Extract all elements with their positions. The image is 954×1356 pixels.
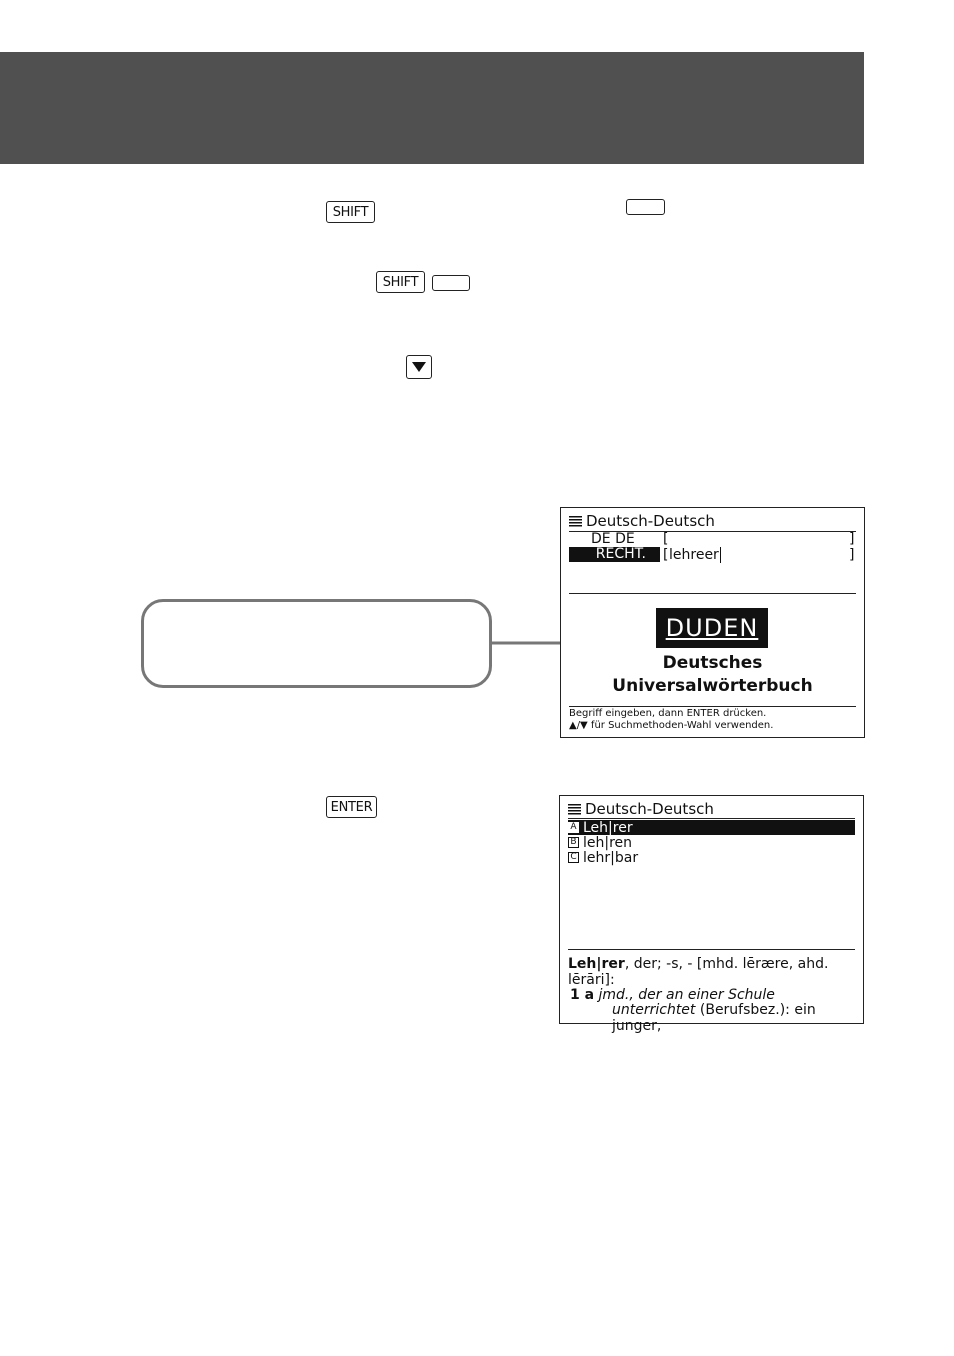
brand-line-1: Deutsches [662,653,763,673]
shift-key-2: SHIFT [376,271,425,293]
header-band [0,52,864,164]
list-item[interactable] [568,850,855,865]
enter-key: ENTER [326,796,377,818]
entry-line-2: lērāri]: [568,972,615,988]
hint-line-2: ▲/▼ für Suchmethoden-Wahl verwenden. [569,720,774,731]
screen-title-2 [568,800,714,818]
down-triangle-icon [412,362,426,372]
sense-definition-cont: unterrichtet [612,1002,696,1018]
entry-grammar: , der; -s, - [mhd. lērære, ahd. [624,956,829,972]
duden-logo-text: DUDEN [665,614,759,642]
entry-line-4 [612,1002,863,1034]
text-cursor [720,547,721,563]
bracket-open: [ [663,531,669,547]
screen-title-text-2: Deutsch-Deutsch [585,800,714,818]
sense-example: (Berufsbez.): ein junger, [612,1002,816,1034]
entry-headword: Leh|rer [568,956,625,972]
duden-logo [656,608,768,648]
callout-bubble [141,599,492,688]
hint-divider [569,706,856,707]
down-arrow-key [406,355,432,379]
blank-key-2 [432,275,470,291]
blank-key [626,199,665,215]
entry-divider [568,949,855,950]
sense-number: 1 a [570,987,595,1003]
list-item-word: Leh|rer [583,819,633,836]
mode-label-dede[interactable]: DE DE [591,531,635,547]
mode-label-recht-text: RECHT. [595,546,646,562]
hint-line-1: Begriff eingeben, dann ENTER drücken. [569,708,767,719]
list-item[interactable] [568,820,855,835]
logo-divider [569,593,856,594]
list-item-word: lehr|bar [583,849,639,866]
bracket-close: ] [849,531,855,547]
search-input-text: lehreer [669,547,719,563]
shift-key: SHIFT [326,201,375,223]
dictionary-screen-results [559,795,864,1034]
mode-label-recht[interactable] [569,547,660,562]
brand-line-2: Universalwörterbuch [612,676,813,696]
entry-line-3 [570,987,775,1003]
letter-c-icon: C [568,852,579,863]
screen-title [569,512,715,530]
dictionary-icon [569,516,582,527]
dictionary-screen-input [560,507,865,738]
search-input[interactable] [669,547,721,563]
bracket-open-2: [ [663,547,669,563]
screen-title-text: Deutsch-Deutsch [586,512,715,530]
list-item-word: leh|ren [583,834,633,851]
letter-b-icon: B [568,837,579,848]
bracket-close-2: ] [849,547,855,563]
dictionary-icon-2 [568,804,581,815]
letter-a-icon: A [568,822,579,833]
entry-line-1 [568,956,828,972]
list-item[interactable] [568,835,855,850]
sense-definition: jmd., der an einer Schule [594,987,775,1003]
